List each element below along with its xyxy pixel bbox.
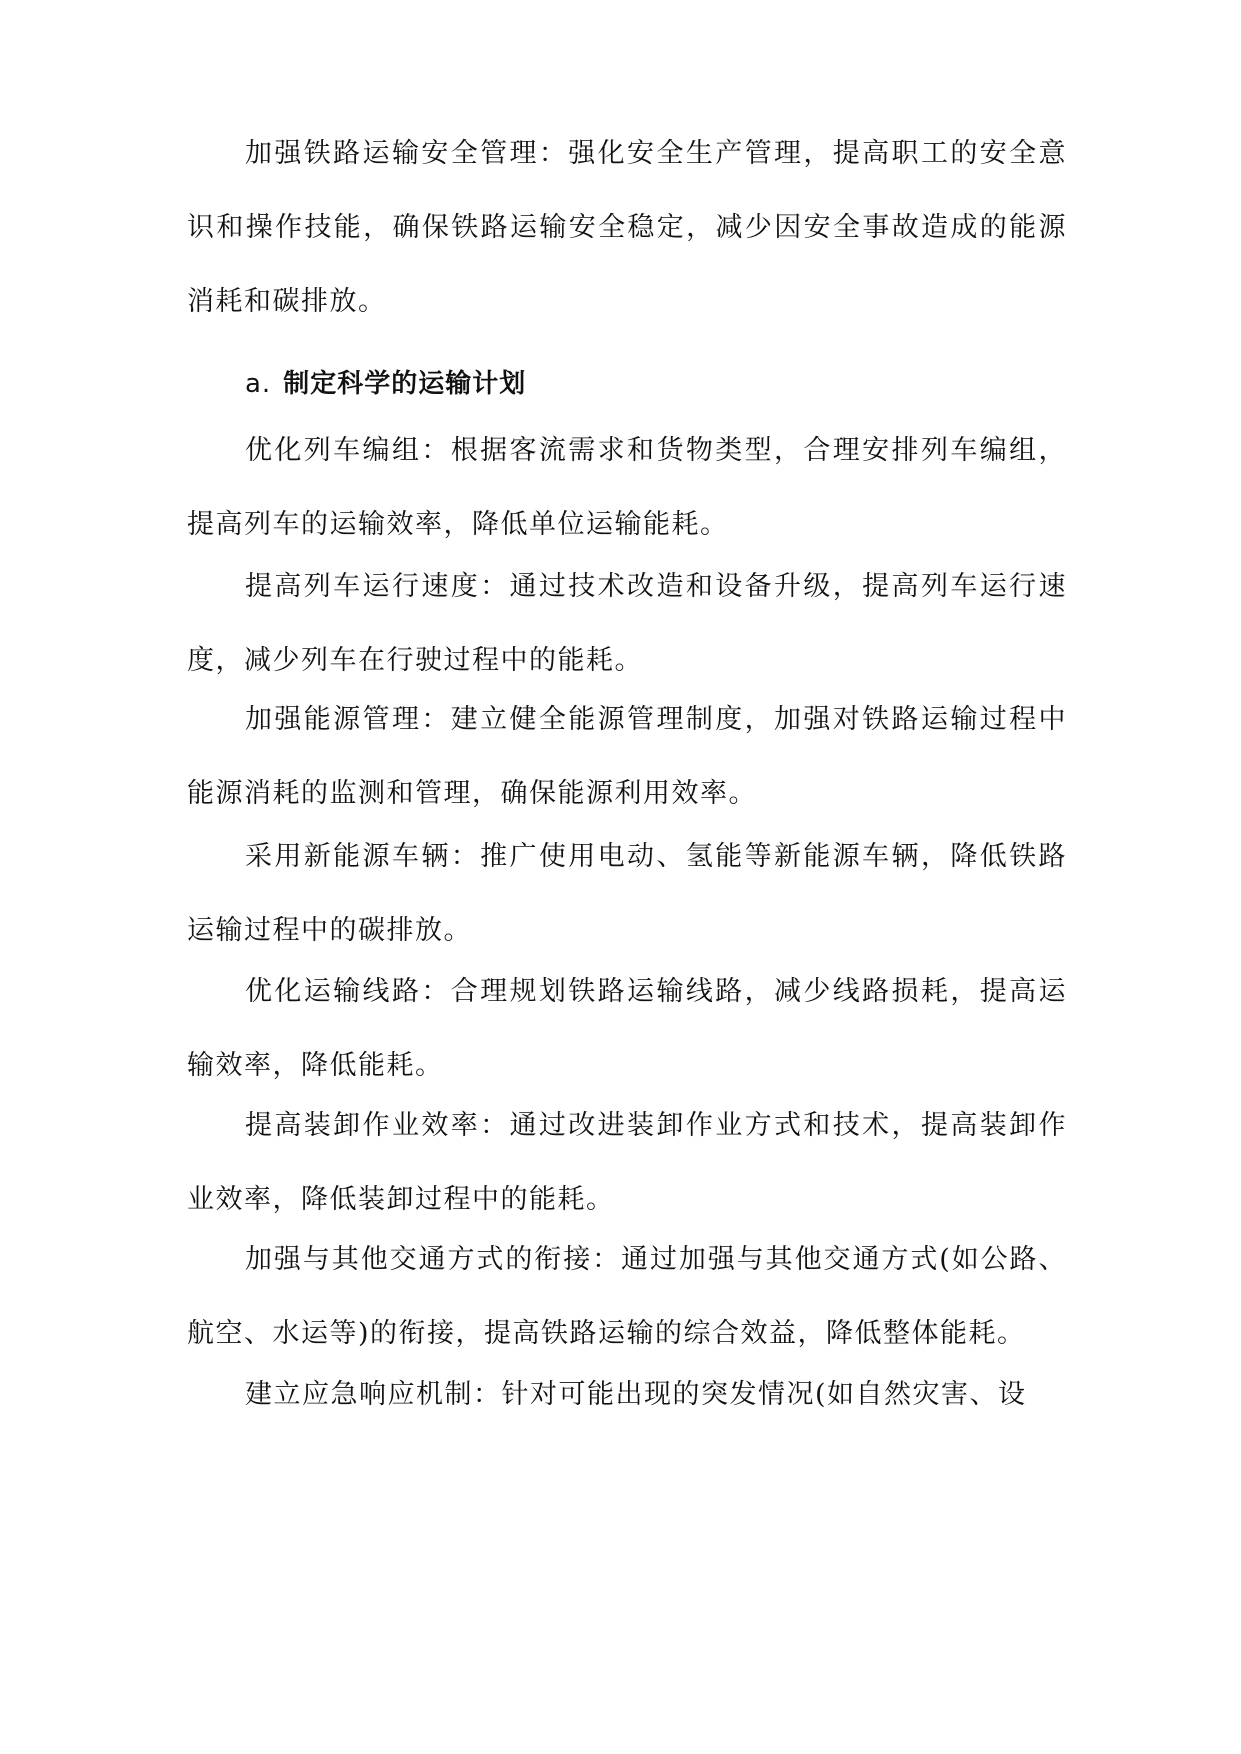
paragraph-transport-connection: 加强与其他交通方式的衔接：通过加强与其他交通方式(如公路、航空、水运等)的衔接，提高铁路运输的综合效益，降低整体能耗。 [187,1244,1067,1349]
section-heading [245,347,1065,421]
paragraph-loading-efficiency: 提高装卸作业效率：通过改进装卸作业方式和技术，提高装卸作业效率，降低装卸过程中的能耗。 [187,1110,1067,1215]
paragraph-safety-management: 加强铁路运输安全管理：强化安全生产管理，提高职工的安全意识和操作技能，确保铁路运输安全稳定，减少因安全事故造成的能源消耗和碳排放。 [187,138,1067,317]
section-title: 制定科学的运输计划 [283,369,527,399]
section-marker: a. [245,369,272,399]
paragraph-route-optimization: 优化运输线路：合理规划铁路运输线路，减少线路损耗，提高运输效率，降低能耗。 [187,976,1067,1081]
paragraph-new-energy-vehicles: 采用新能源车辆：推广使用电动、氢能等新能源车辆，降低铁路运输过程中的碳排放。 [187,841,1067,946]
paragraph-emergency-response: 建立应急响应机制：针对可能出现的突发情况(如自然灾害、设 [245,1379,1027,1410]
paragraph-train-speed: 提高列车运行速度：通过技术改造和设备升级，提高列车运行速度，减少列车在行驶过程中的能耗。 [187,571,1067,676]
paragraph-energy-management: 加强能源管理：建立健全能源管理制度，加强对铁路运输过程中能源消耗的监测和管理，确保能源利用效率。 [187,704,1067,809]
paragraph-train-formation: 优化列车编组：根据客流需求和货物类型，合理安排列车编组，提高列车的运输效率，降低单位运输能耗。 [187,435,1067,540]
